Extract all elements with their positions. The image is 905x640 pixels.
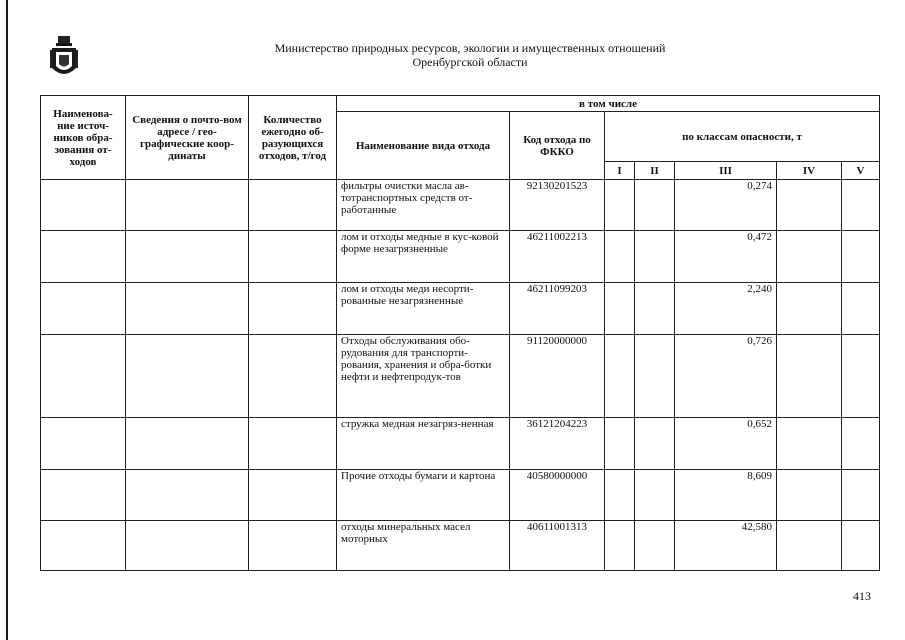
header-row-1 (41, 96, 880, 112)
waste-code: 46211002213 (510, 231, 605, 283)
class-iii-value: 2,240 (675, 283, 777, 335)
waste-name: стружка медная незагряз-ненная (337, 418, 510, 470)
waste-code: 40611001313 (510, 521, 605, 571)
waste-code: 91120000000 (510, 335, 605, 418)
table-row (41, 470, 880, 521)
header-code: Код отхода по ФККО (510, 112, 605, 180)
class-iii-value: 0,652 (675, 418, 777, 470)
waste-name: фильтры очистки масла ав-тотранспортных средств от-работанные (337, 180, 510, 231)
waste-name: Прочие отходы бумаги и картона (337, 470, 510, 521)
waste-code: 92130201523 (510, 180, 605, 231)
waste-name: лом и отходы меди несорти-рованные незагрязненные (337, 283, 510, 335)
class-iii-value: 42,580 (675, 521, 777, 571)
region-title: Оренбургской области (412, 55, 528, 69)
header-hazard-classes: по классам опасности, т (605, 112, 880, 162)
waste-name: Отходы обслуживания обо-рудования для транспорти-рования, хранения и обра-ботки нефти и нефтепродук-тов (337, 335, 510, 418)
table-row (41, 521, 880, 571)
table-row (41, 231, 880, 283)
header-waste-name: Наименование вида отхода (337, 112, 510, 180)
class-iii-value: 0,274 (675, 180, 777, 231)
waste-code: 40580000000 (510, 470, 605, 521)
header-class-i: I (605, 162, 635, 180)
header-class-iv: IV (777, 162, 842, 180)
waste-name: отходы минеральных масел моторных (337, 521, 510, 571)
page-edge (6, 0, 8, 640)
waste-table (40, 95, 880, 571)
table-row (41, 283, 880, 335)
header-including: в том числе (337, 96, 880, 112)
header-source: Наименова-ние источ-ников обра-зования от-ходов (41, 96, 126, 180)
page-number: 413 (853, 589, 871, 603)
header-class-iii: III (675, 162, 777, 180)
waste-code: 36121204223 (510, 418, 605, 470)
table-row (41, 335, 880, 418)
header-class-ii: II (635, 162, 675, 180)
header-quantity: Количество ежегодно об-разующихся отходов, т/год (249, 96, 337, 180)
document-header (180, 41, 760, 69)
class-iii-value: 8,609 (675, 470, 777, 521)
class-iii-value: 0,726 (675, 335, 777, 418)
table-row (41, 418, 880, 470)
table-row (41, 180, 880, 231)
header-class-v: V (842, 162, 880, 180)
class-iii-value: 0,472 (675, 231, 777, 283)
header-address: Сведения о почто-вом адресе / гео-графические коор-динаты (126, 96, 249, 180)
coat-of-arms-icon (50, 36, 78, 80)
waste-code: 46211099203 (510, 283, 605, 335)
waste-name: лом и отходы медные в кус-ковой форме незагрязненные (337, 231, 510, 283)
ministry-title: Министерство природных ресурсов, экологии и имущественных отношений (274, 41, 666, 55)
